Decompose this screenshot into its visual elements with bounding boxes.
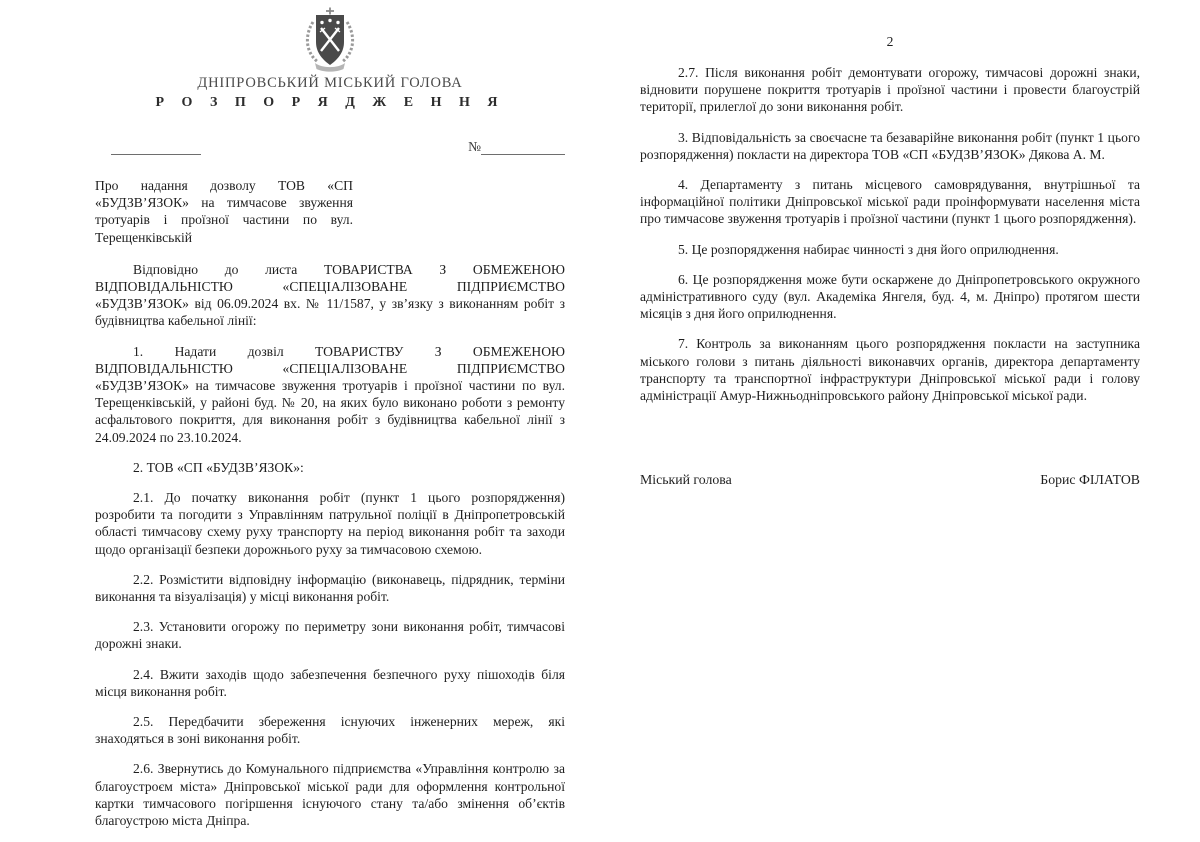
clause-2-4: 2.4. Вжити заходів щодо забезпечення безпечного руху пішоходів біля місця виконання робіт.: [95, 666, 565, 699]
clause-2-6: 2.6. Звернутись до Комунального підприємства «Управління контролю за благоустроєм міста» Дніпровської міської ради для оформлення контрольної картки тимчасового погіршення існуючого стану та/або змінення об’єктів благоустрою міста Дніпра.: [95, 761, 565, 829]
signature-row: [640, 472, 1140, 488]
doc-type-title: Р О З П О Р Я Д Ж Е Н Н Я: [155, 95, 505, 110]
clause-1: 1. Надати дозвіл ТОВАРИСТВУ З ОБМЕЖЕНОЮ ВІДПОВІДАЛЬНІСТЮ «СПЕЦІАЛІЗОВАНЕ ПІДПРИЄМСТВО «БУДЗВ’ЯЗОК» на тимчасове звуження тротуарів і проїзної частини по вул. Терещенківській, у районі буд. № 20, на яких було виконано роботи з ремонту асфальтового покриття, для виконання робіт з будівництва кабельної лінії з 24.09.2024 по 23.10.2024.: [95, 343, 565, 445]
date-blank-line: [111, 140, 201, 155]
signer-name: Борис ФІЛАТОВ: [1040, 472, 1140, 488]
clause-2: 2. ТОВ «СП «БУДЗВ’ЯЗОК»:: [133, 459, 304, 475]
clause-2-2: 2.2. Розмістити відповідну інформацію (виконавець, підрядник, терміни виконання та візуалізація) у місці виконання робіт.: [95, 571, 565, 605]
number-label: №: [468, 139, 481, 154]
page-number: 2: [886, 34, 894, 49]
page-2: [640, 0, 1140, 488]
clause-3: 3. Відповідальність за своєчасне та безаварійне виконання робіт (пункт 1 цього розпорядження) покласти на директора ТОВ «СП «БУДЗВ’ЯЗОК» Дякова А. М.: [640, 129, 1140, 162]
clause-4: 4. Департаменту з питань місцевого самоврядування, внутрішньої та інформаційної політики Дніпровської міської ради проінформувати населення міста про тимчасове звуження тротуарів і проїзної частини (пункт 1 цього розпорядження).: [640, 177, 1140, 227]
signer-position: Міський голова: [640, 472, 732, 488]
number-group: [468, 139, 565, 155]
crest-wrap: [95, 6, 565, 72]
page-1: [95, 0, 565, 842]
clause-2-1: 2.1. До початку виконання робіт (пункт 1 цього розпорядження) розробити та погодити з Управлінням патрульної поліції в Дніпропетровській області тимчасову схему руху транспорту на період виконання робіт та заходи щодо організації безпеки дорожнього руху за тимчасовою схемою.: [95, 490, 565, 557]
clause-5: 5. Це розпорядження набирає чинності з дня його оприлюднення.: [678, 241, 1059, 257]
date-number-row: [95, 138, 565, 155]
clause-2-3: 2.3. Установити огорожу по периметру зони виконання робіт, тимчасові дорожні знаки.: [95, 619, 565, 652]
clause-6: 6. Це розпорядження може бути оскаржене до Дніпропетровського окружного адміністративного суду (вул. Академіка Янгеля, буд. 4, м. Дніпро) протягом шести місяців з дня його оприлюднення.: [640, 271, 1140, 322]
page-2-body: [640, 64, 1140, 404]
clause-2-7: 2.7. Після виконання робіт демонтувати огорожу, тимчасові дорожні знаки, відновити порушене покриття тротуарів і проїзної частини і провести благоустрій території, прилеглої до зони виконання робіт.: [640, 65, 1140, 115]
org-name: ДНІПРОВСЬКИЙ МІСЬКИЙ ГОЛОВА: [197, 75, 463, 91]
preamble: Відповідно до листа ТОВАРИСТВА З ОБМЕЖЕНОЮ ВІДПОВІДАЛЬНІСТЮ «СПЕЦІАЛІЗОВАНЕ ПІДПРИЄМСТВО «БУДЗВ’ЯЗОК» від 06.09.2024 вх. № 11/1587, у зв’язку з виконанням робіт з будівництва кабельної лінії:: [95, 261, 565, 329]
number-blank-line: [481, 140, 565, 155]
subject-block: Про надання дозволу ТОВ «СП «БУДЗВ’ЯЗОК» на тимчасове звуження тротуарів і проїзної частини по вул. Терещенківській: [95, 178, 353, 245]
clause-2-5: 2.5. Передбачити збереження існуючих інженерних мереж, які знаходяться в зоні виконання робіт.: [95, 714, 565, 747]
city-coat-of-arms-icon: [301, 59, 359, 76]
clause-7: 7. Контроль за виконанням цього розпорядження покласти на заступника міського голови з питань діяльності виконавчих органів, директора департаменту транспорту та транспортної інфраструктури Дніпровської міської ради і голову адміністрації Амур-Нижньодніпровського району Дніпровської міської ради.: [640, 336, 1140, 404]
